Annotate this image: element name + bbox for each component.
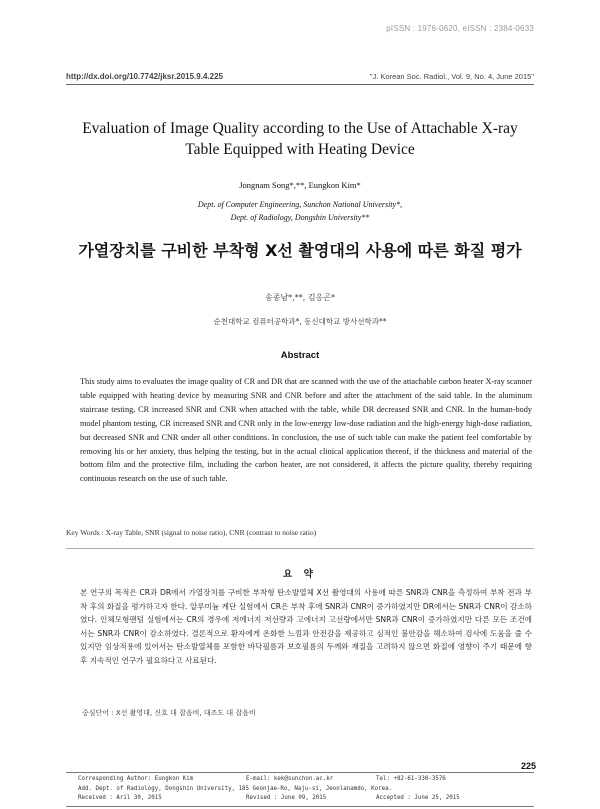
affiliation-2: Dept. of Radiology, Dongshin University** [230,213,370,222]
korean-summary-heading: 요 약 [283,569,317,580]
issn-line: pISSN : 1976-0620, eISSN : 2384-0633 [386,24,534,33]
accepted-date: Accepted : June 25, 2015 [376,795,460,801]
doi-link[interactable]: http://dx.doi.org/10.7742/jksr.2015.9.4.225 [66,72,223,81]
revised-date: Revised : June 09, 2015 [246,795,327,801]
korean-affiliations: 순천대학교 컴퓨터공학과*, 동신대학교 방사선학과** [213,317,387,326]
abstract-body: This study aims to evaluates the image quality of CR and DR that are scanned with the use of the attachable carbon heater X-ray scanner table equipped with heating device by measuring SNR and CNR before and after the attachment of the said table. In the aluminum staircase testing, CR increased SNR and CNR when attached with the table, while DR decreased SNR and CNR. In the human-body model phantom testing, CR increased SNR and CNR only in the low-energy low-dose radiation and the high-energy high-dose radiation, but decreased SNR and CNR under all other conditions. In conclusion, the use of such table can make the patient feel comfortable by removing his or her anxiety, thus helping the testing, but in the actual clinical application thereof, if the thickness and material of the bottom film and the protective film, including the carbon heater, are not considered, it affects the picture quality, thereby requiring continuous research on the use of such table. [80,377,532,484]
korean-summary-body: 본 연구의 목적은 CR과 DR에서 가열장치를 구비한 부착형 탄소발열체 X선 촬영대의 사용에 따른 SNR과 CNR을 측정하여 부착 전과 부착 후의 화질을 평가하고자 한다. 알루미늄 계단 실험에서 CR은 부착 후에 SNR과 CNR이 증가하였지만 DR에서는 SNR과 CNR이 감소하였다. 인체모형팬텀 실험에서는 CR의 경우에 저에너지 저선량과 고에너지 고선량에서만 SNR과 CNR이 증가하였지만 다른 모든 조건에서는 SNR과 CNR이 감소하였다. 결론적으로 환자에게 온화한 느낌과 안전감을 제공하고 심적인 불안감을 해소하여 검사에 도움을 줄 수 있지만 임상적용에 있어서는 탄소발열체를 포함한 바닥필름과 보호필름의 두께와 재질을 고려하지 않으면 화질에 영향이 주기 때문에 향후 지속적인 연구가 필요하다고 사료된다. [80,588,532,665]
footer-row-address [66,785,534,795]
korean-title: 가열장치를 구비한 부착형 X선 촬영대의 사용에 따른 화질 평가 [78,241,522,260]
abstract-heading: Abstract [280,350,320,361]
affiliations [66,198,534,224]
affiliation-1: Dept. of Computer Engineering, Sunchon National University*, [197,200,403,209]
corresponding-author: Corresponding Author: Eungkon Kim [78,776,194,782]
page-number: 225 [520,761,536,771]
author-email[interactable]: E-mail: kek@sunchon.ac.kr [246,776,334,782]
title-line-1: Evaluation of Image Quality according to the Use of Attachable X-ray [82,120,518,137]
author-address: Add. Dept. of Radiology, Dongshin University, 185 Geonjae-Ro, Naju-si, Jeonlanamdo, Korea. [78,785,393,792]
author-tel: Tel: +82-61-330-3576 [376,776,446,782]
section-divider [66,548,534,549]
footer-row-dates [66,794,534,804]
footer-box [66,772,534,807]
authors: Jongnam Song*,**, Eungkon Kim* [239,180,361,190]
title-line-2: Table Equipped with Heating Device [185,141,415,158]
keywords: Key Words : X-ray Table, SNR (signal to noise ratio), CNR (contrast to noise ratio) [66,528,317,537]
paper-title [66,118,534,160]
korean-keywords: 중심단어 : X선 촬영대, 신호 대 잡음비, 대조도 대 잡음비 [82,709,256,717]
header-divider [66,84,534,85]
journal-citation: "J. Korean Soc. Radiol., Vol. 9, No. 4, June 2015" [369,72,534,81]
korean-authors: 송종남*,**, 김응곤* [265,293,335,302]
footer-row-contact [66,775,534,785]
received-date: Received : Aril 30, 2015 [78,795,162,801]
